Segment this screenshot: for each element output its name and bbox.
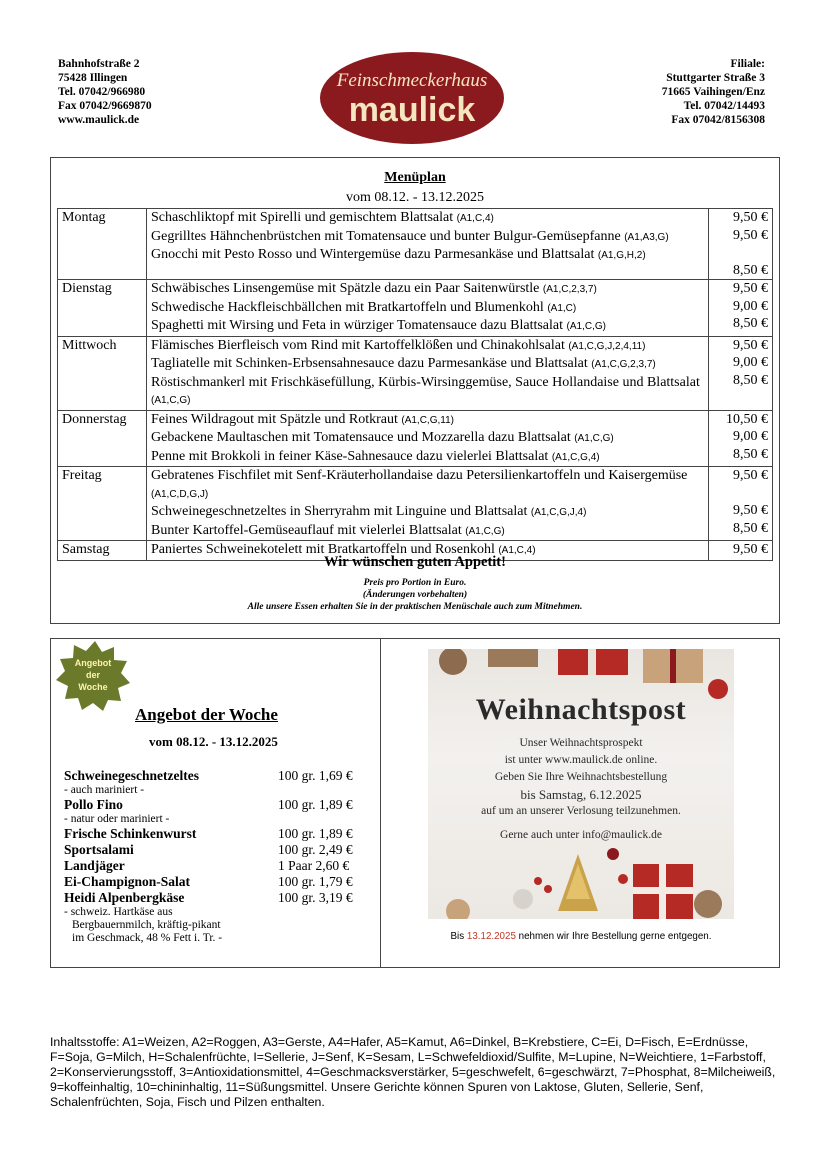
dish: Röstischmankerl mit Frischkäsefüllung, Kürbis-Wirsinggemüse, Sauce Hollandaise und Blattsalat (A1,C,G) [151,374,700,406]
price: 9,50 € [733,210,768,225]
offer-list [64,768,364,945]
price-note: Preis pro Portion in Euro. [363,578,467,588]
christmas-title: Weihnachtspost [475,693,687,726]
price-list [709,336,773,410]
change-note: (Änderungen vorbehalten) [362,590,468,600]
phone-line: Tel. 07042/14493 [683,100,765,112]
price: 9,00 € [733,298,768,314]
christmas-deadline: bis Samstag, 6.12.2025 [520,787,642,802]
christmas-decoration [428,649,734,919]
offer-badge-icon [51,639,131,711]
main-address [58,57,152,127]
dish: Schwedische Hackfleischbällchen mit Bratkartoffeln und Blumenkohl (A1,C) [151,299,577,315]
price: 9,00 € [733,429,768,444]
dish: Gegrilltes Hähnchenbrüstchen mit Tomatensauce und bunter Bulgur-Gemüsepfanne (A1,A3,G) [151,228,669,244]
dish: Schweinegeschnetzeltes in Sherryrahm mit Linguine und Blattsalat (A1,C,G,J,4) [151,504,587,519]
dish-list [147,209,709,280]
day-label: Mittwoch [58,336,147,410]
phone-line: Tel. 07042/966980 [58,86,146,98]
section-divider [380,639,381,967]
price: 8,50 € [733,520,768,536]
dish: Paniertes Schweinekotelett mit Bratkartoffeln und Rosenkohl (A1,C,4) [151,542,536,557]
christmas-email: Gerne auch unter info@maulick.de [500,829,662,841]
branch-address [662,57,765,127]
table-row [58,336,773,410]
menu-title: Menüplan [384,170,446,185]
list-item: Frische Schinkenwurst 100 gr. 1,89 € [64,826,353,841]
price: 9,50 € [733,227,768,243]
badge-text: der [85,670,101,680]
price-list [709,280,773,337]
dish-list [147,280,709,337]
badge-text: Woche [78,682,108,692]
website-line: www.maulick.de [58,114,140,126]
day-label: Montag [58,209,147,280]
day-label: Freitag [58,467,147,541]
christmas-text: Unser Weihnachtsprospekt [519,737,643,749]
badge-text: Angebot [74,658,112,668]
dish-list [147,410,709,467]
address-line: 71665 Vaihingen/Enz [661,86,765,98]
price: 9,50 € [733,337,768,353]
item-note: - schweiz. Hartkäse aus [64,906,173,918]
table-row [58,209,773,280]
fax-line: Fax 07042/9669870 [58,100,152,112]
dish: Penne mit Brokkoli in feiner Käse-Sahnesauce dazu vielerlei Blattsalat (A1,C,G,4) [151,448,600,464]
offer-section [50,638,780,968]
price: 10,50 € [726,411,768,427]
table-row [58,410,773,467]
address-line: Stuttgarter Straße 3 [666,72,765,84]
price-list [709,410,773,467]
item-note: - auch mariniert - [64,784,145,796]
address-line: Bahnhofstraße 2 [58,58,140,70]
menu-date-range: vom 08.12. - 13.12.2025 [345,190,485,205]
greeting: Wir wünschen guten Appetit! [324,554,506,570]
item-note: im Geschmack, 48 % Fett i. Tr. - [72,932,223,944]
takeaway-note: Alle unsere Essen erhalten Sie in der praktischen Menüschale auch zum Mitnehmen. [247,602,583,612]
dish: Gnocchi mit Pesto Rosso und Wintergemüse dazu Parmesankäse und Blattsalat (A1,G,H,2) [151,247,646,262]
list-item: Sportsalami 100 gr. 2,49 € [64,842,353,857]
dish: Tagliatelle mit Schinken-Erbsensahnesauce dazu Parmesankäse und Blattsalat (A1,C,G,2,3,7) [151,356,656,371]
menu-plan [50,157,780,624]
maulick-logo [318,50,506,146]
list-item: Ei-Champignon-Salat 100 gr. 1,79 € [64,874,353,889]
dish: Schaschliktopf mit Spirelli und gemischtem Blattsalat (A1,C,4) [151,210,494,225]
list-item: Schweinegeschnetzeltes 100 gr. 1,69 € [64,768,353,783]
day-label: Dienstag [58,280,147,337]
logo-brand-text: maulick [348,91,476,129]
price: 9,50 € [733,468,768,483]
dish: Gebackene Maultaschen mit Tomatensauce und Mozzarella dazu Blattsalat (A1,C,G) [151,430,614,445]
offer-date-range: vom 08.12. - 13.12.2025 [149,734,278,749]
price: 8,50 € [733,446,768,462]
price-list [709,467,773,541]
dish-list [147,336,709,410]
day-label: Donnerstag [58,410,147,467]
dish: Spaghetti mit Wirsing und Feta in würziger Tomatensauce dazu Blattsalat (A1,C,G) [151,318,606,333]
dish: Bunter Kartoffel-Gemüseauflauf mit vielerlei Blattsalat (A1,C,G) [151,522,505,538]
order-deadline-note: Bis 13.12.2025 nehmen wir Ihre Bestellung gerne entgegen. [450,931,712,942]
price: 8,50 € [733,316,768,331]
price: 9,50 € [733,281,768,296]
dish: Schwäbisches Linsengemüse mit Spätzle dazu ein Paar Saitenwürstle (A1,C,2,3,7) [151,281,597,296]
allergen-legend: Inhaltsstoffe: A1=Weizen, A2=Roggen, A3=Gerste, A4=Hafer, A5=Kamut, A6=Dinkel, B=Krebstiere, C=Ei, D=Fisch, E=Erdnüsse, F=Soja, G=Milch, H=Schalenfrüchte, I=Sellerie, J=Senf, K=Sesam, L=Schwefeldioxid/Sulfite, M=Lupine, N=Weichtiere, 1=Farbstoff, 2=Konservierungsstoff, 3=Antioxidationsmittel, 4=Geschmacksverstärker, 5=geschwefelt, 6=geschwärzt, 7=Phosphat, 8=Milcheiweiß, 9=koffeinhaltig, 10=chininhaltig, 11=Süßungsmittel. Unsere Gerichte können Spuren von Laktose, Gluten, Sellerie, Senf, Schalenfrüchten, Soja, Fisch und Pilzen enthalten. [50,1035,776,1109]
table-row [58,280,773,337]
list-item: Landjäger 1 Paar 2,60 € [64,858,350,873]
order-deadline-date: 13.12.2025 [466,931,516,942]
price: 9,50 € [733,503,768,518]
price-list [709,209,773,280]
dish: Feines Wildragout mit Spätzle und Rotkraut (A1,C,G,11) [151,411,454,427]
day-label: Samstag [58,541,147,561]
christmas-text: auf um an unserer Verlosung teilzunehmen. [481,805,681,817]
list-item: Heidi Alpenbergkäse 100 gr. 3,19 € [64,890,353,905]
fax-line: Fax 07042/8156308 [671,114,765,126]
christmas-text: ist unter www.maulick.de online. [504,754,658,766]
price: 9,50 € [733,542,768,557]
offer-title: Angebot der Woche [135,705,278,724]
price: 9,00 € [733,355,768,370]
logo-script-text: Feinschmeckerhaus [336,70,488,91]
dish: Gebratenes Fischfilet mit Senf-Kräuterhollandaise dazu Petersilienkartoffeln und Kaisergemüse (A1,C,D,G,J) [151,468,688,500]
dish-list [147,467,709,541]
table-row [58,467,773,541]
menu-table [57,208,773,561]
list-item: Pollo Fino 100 gr. 1,89 € [64,797,353,812]
christmas-text: Geben Sie Ihre Weihnachtsbestellung [494,771,668,783]
price: 8,50 € [733,372,768,388]
address-line: 75428 Illingen [58,72,128,84]
item-note: Bergbauernmilch, kräftig-pikant [72,919,221,931]
dish: Flämisches Bierfleisch vom Rind mit Kartoffelklößen und Chinakohlsalat (A1,C,G,J,2,4,11) [151,337,646,353]
item-note: - natur oder mariniert - [64,813,170,825]
branch-label: Filiale: [730,58,765,70]
christmas-post-image [428,649,734,919]
price: 8,50 € [733,262,768,278]
